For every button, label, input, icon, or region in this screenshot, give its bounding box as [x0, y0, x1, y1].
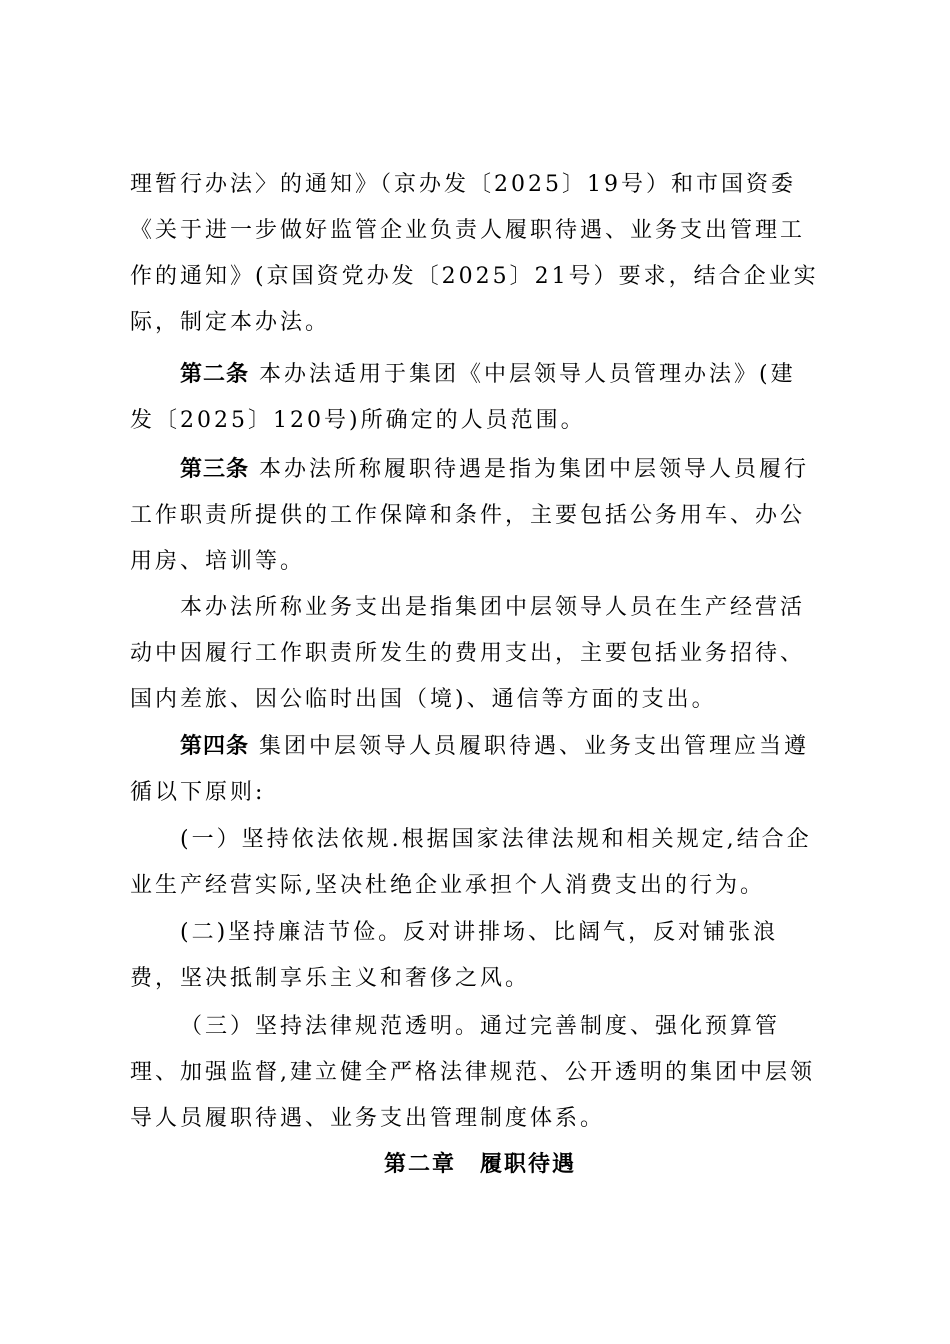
text-line: （三）坚持法律规范透明。通过完善制度、强化预算管 — [180, 1014, 781, 1039]
article-3-line — [180, 455, 809, 485]
article-4-heading: 第四条 — [180, 734, 250, 759]
text-line: 国内差旅、因公临时出国（境)、通信等方面的支出。 — [130, 687, 717, 712]
text-line: (二)坚持廉洁节俭。反对讲排场、比阔气，反对铺张浪 — [180, 920, 779, 945]
chapter-heading: 第二章 履职待遇 — [383, 1152, 576, 1177]
text-line: 用房、培训等。 — [130, 549, 306, 574]
article-4-text: 集团中层领导人员履职待遇、业务支出管理应当遵 — [259, 734, 810, 759]
article-4-line — [180, 732, 809, 762]
text-line: 业生产经营实际,坚决杜绝企业承担个人消费支出的行为。 — [130, 873, 765, 898]
article-2-heading: 第二条 — [180, 362, 250, 387]
text-line: 发〔2025〕120号)所确定的人员范围。 — [130, 408, 586, 433]
article-3-text: 本办法所称履职待遇是指为集团中层领导人员履行 — [259, 457, 810, 482]
text-line: 本办法所称业务支出是指集团中层领导人员在生产经营活 — [180, 595, 806, 620]
text-line: 动中因履行工作职责所发生的费用支出，主要包括业务招待、 — [130, 641, 806, 666]
text-line: 导人员履职待遇、业务支出管理制度体系。 — [130, 1106, 606, 1131]
text-line: 工作职责所提供的工作保障和条件，主要包括公务用车、办公 — [130, 503, 806, 528]
text-line: 费，坚决抵制享乐主义和奢侈之风。 — [130, 966, 531, 991]
text-line: 循以下原则: — [130, 780, 266, 805]
text-line: 理暂行办法〉的通知》（京办发〔2025〕19号）和市国资委 — [130, 172, 796, 197]
article-2-text: 本办法适用于集团《中层领导人员管理办法》(建 — [259, 362, 796, 387]
article-2-line — [180, 360, 796, 390]
text-line: 作的通知》(京国资党办发〔2025〕21号）要求，结合企业实 — [130, 264, 819, 289]
text-line: 际，制定本办法。 — [130, 310, 331, 335]
article-3-heading: 第三条 — [180, 457, 250, 482]
text-line: (一）坚持依法依规.根据国家法律法规和相关规定,结合企 — [180, 827, 812, 852]
text-line: 《关于进一步做好监管企业负责人履职待遇、业务支出管理工 — [130, 218, 806, 243]
text-line: 理、加强监督,建立健全严格法律规范、公开透明的集团中层领 — [130, 1060, 815, 1085]
